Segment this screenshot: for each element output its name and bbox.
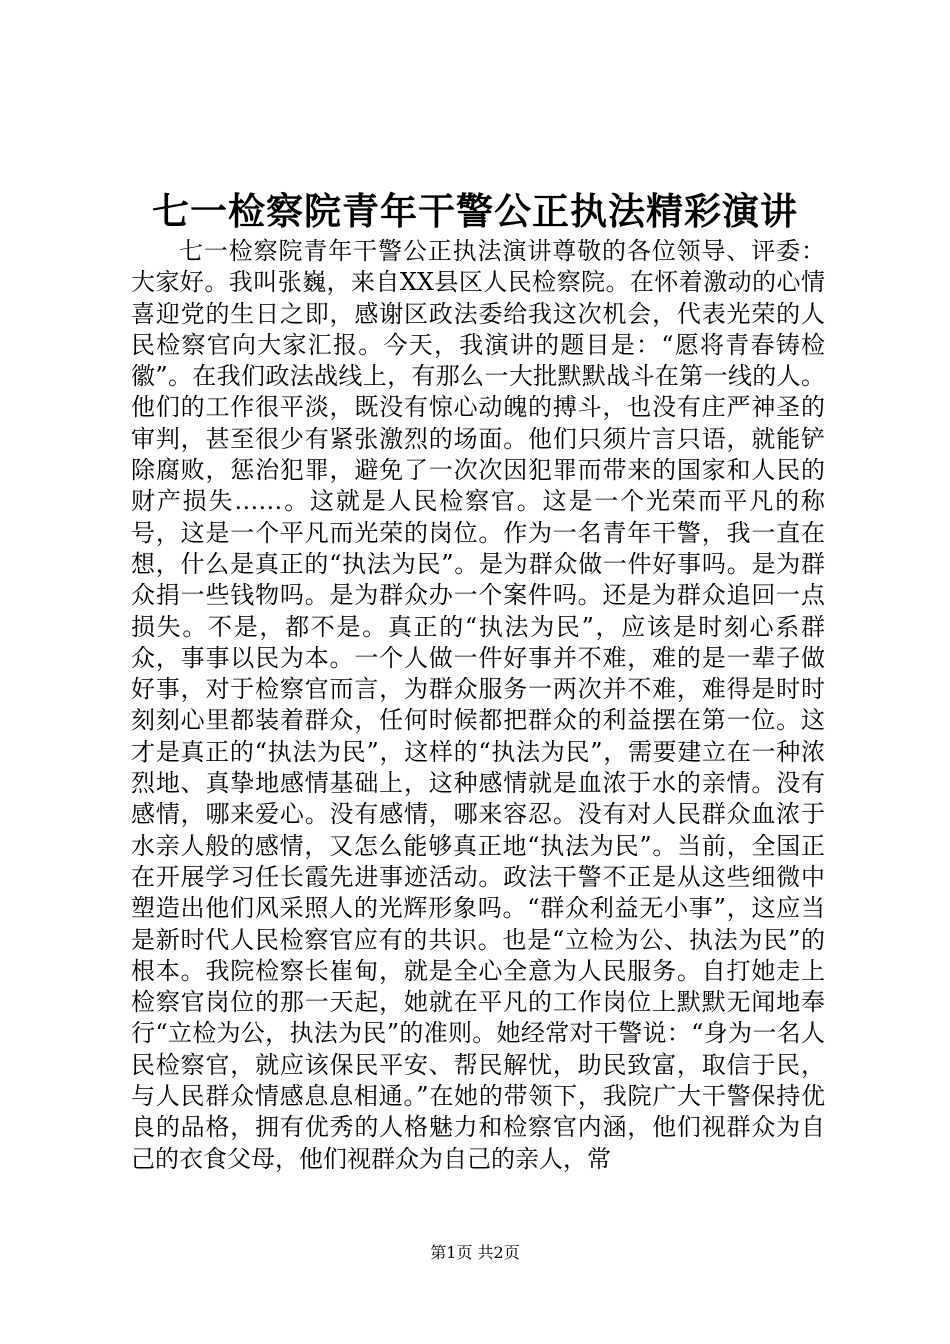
document-title: 七一检察院青年干警公正执法精彩演讲: [152, 189, 798, 233]
document-body-paragraph: 七一检察院青年干警公正执法演讲尊敬的各位领导、评委：大家好。我叫张巍，来自XX县区人民检察院。在怀着激动的心情喜迎党的生日之即，感谢区政法委给我这次机会，代表光荣的人民检察官向大家汇报。今天，我演讲的题目是：“愿将青春铸检徽”。在我们政法战线上，有那么一大批默默战斗在第一线的人。他们的工作很平淡，既没有惊心动魄的搏斗，也没有庄严神圣的审判，甚至很少有紧张激烈的场面。他们只须片言只语，就能铲除腐败，惩治犯罪，避免了一次次因犯罪而带来的国家和人民的财产损失……。这就是人民检察官。这是一个光荣而平凡的称号，这是一个平凡而光荣的岗位。作为一名青年干警，我一直在想，什么是真正的“执法为民”。是为群众做一件好事吗。是为群众捐一些钱物吗。是为群众办一个案件吗。还是为群众追回一点损失。不是，都不是。真正的“执法为民”，应该是时刻心系群众，事事以民为本。一个人做一件好事并不难，难的是一辈子做好事，对于检察官而言，为群众服务一两次并不难，难得是时时刻刻心里都装着群众，任何时候都把群众的利益摆在第一位。这才是真正的“执法为民”，这样的“执法为民”，需要建立在一种浓烈地、真挚地感情基础上，这种感情就是血浓于水的亲情。没有感情，哪来爱心。没有感情，哪来容忍。没有对人民群众血浓于水亲人般的感情，又怎么能够真正地“执法为民”。当前，全国正在开展学习任长霞先进事迹活动。政法干警不正是从这些细微中塑造出他们风采照人的光辉形象吗。“群众利益无小事”，这应当是新时代人民检察官应有的共识。也是“立检为公、执法为民”的根本。我院检察长崔甸，就是全心全意为人民服务。自打她走上检察官岗位的那一天起，她就在平凡的工作岗位上默默无闻地奉行“立检为公，执法为民”的准则。她经常对干警说：“身为一名人民检察官，就应该保民平安、帮民解忧，助民致富，取信于民，与人民群众情感息息相通。”在她的带领下，我院广大干警保持优良的品格，拥有优秀的人格魅力和检察官内涵，他们视群众为自己的衣食父母，他们视群众为自己的亲人，常: [131, 237, 825, 1173]
page-number-footer: 第1页 共2页: [430, 1243, 520, 1262]
